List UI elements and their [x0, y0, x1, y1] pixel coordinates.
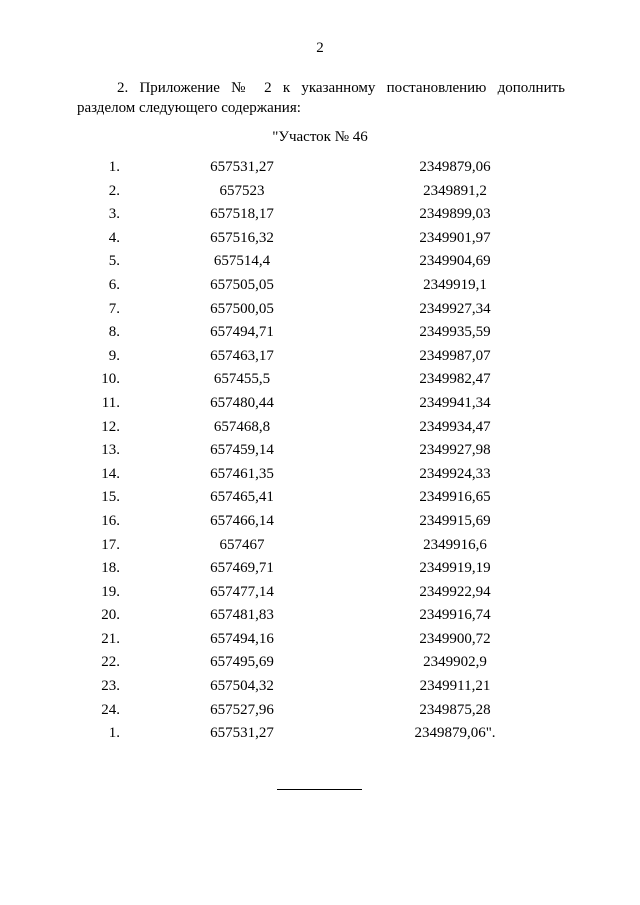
x-coordinate: 657495,69 — [210, 654, 274, 671]
y-coordinate: 2349891,2 — [423, 182, 487, 199]
coordinate-row — [0, 722, 640, 746]
x-coordinate: 657504,32 — [210, 678, 274, 695]
page-number: 2 — [316, 40, 324, 56]
y-coordinate: 2349919,19 — [419, 560, 491, 577]
coordinate-row — [0, 510, 640, 534]
coordinate-row — [0, 180, 640, 204]
coordinate-row — [0, 416, 640, 440]
y-coordinate: 2349879,06". — [414, 725, 496, 742]
point-number: 16. — [101, 512, 120, 529]
x-coordinate: 657466,14 — [210, 512, 274, 529]
x-coordinate: 657531,27 — [210, 159, 274, 175]
coordinate-row — [0, 345, 640, 369]
coordinate-row — [0, 675, 640, 699]
coordinate-row — [0, 321, 640, 345]
coordinate-row — [0, 581, 640, 605]
coordinate-row — [0, 699, 640, 723]
y-coordinate: 2349901,97 — [419, 229, 491, 246]
x-coordinate: 657514,4 — [213, 253, 271, 270]
point-number: 14. — [101, 465, 120, 482]
y-coordinate: 2349987,07 — [419, 347, 491, 364]
x-coordinate: 657494,71 — [210, 324, 274, 341]
point-number: 11. — [101, 394, 120, 411]
amendment-paragraph — [77, 78, 565, 118]
x-coordinate: 657481,83 — [210, 607, 274, 624]
coordinate-row — [0, 651, 640, 675]
point-number: 12. — [101, 418, 120, 435]
coordinate-row — [0, 156, 640, 180]
coordinates-list — [0, 156, 640, 746]
x-coordinate: 657459,14 — [210, 442, 274, 459]
y-coordinate: 2349879,06 — [419, 159, 491, 175]
x-coordinate: 657461,35 — [210, 465, 274, 482]
point-number: 23. — [101, 678, 120, 695]
point-number: 6. — [108, 276, 120, 293]
y-coordinate: 2349911,21 — [419, 678, 491, 695]
coordinate-row — [0, 557, 640, 581]
y-coordinate: 2349934,47 — [419, 418, 491, 435]
point-number: 8. — [108, 324, 120, 341]
coordinate-row — [0, 439, 640, 463]
y-coordinate: 2349919,1 — [423, 276, 487, 293]
x-coordinate: 657469,71 — [210, 560, 274, 577]
coordinate-row — [0, 368, 640, 392]
point-number: 15. — [101, 489, 120, 506]
y-coordinate: 2349922,94 — [419, 583, 491, 600]
y-coordinate: 2349924,33 — [419, 465, 491, 482]
point-number: 7. — [108, 300, 120, 317]
coordinate-row — [0, 274, 640, 298]
x-coordinate: 657463,17 — [210, 347, 274, 364]
y-coordinate: 2349899,03 — [419, 206, 491, 223]
point-number: 17. — [101, 536, 120, 553]
x-coordinate: 657523 — [219, 182, 265, 199]
coordinate-row — [0, 486, 640, 510]
x-coordinate: 657494,16 — [210, 630, 274, 647]
y-coordinate: 2349915,69 — [419, 512, 491, 529]
paragraph-line-2: разделом следующего содержания: — [77, 100, 301, 116]
coordinate-row — [0, 628, 640, 652]
point-number: 4. — [108, 229, 120, 246]
x-coordinate: 657468,8 — [213, 418, 271, 435]
x-coordinate: 657500,05 — [210, 300, 274, 317]
point-number: 5. — [108, 253, 120, 270]
point-number: 24. — [101, 701, 120, 718]
y-coordinate: 2349916,6 — [423, 536, 487, 553]
x-coordinate: 657465,41 — [210, 489, 274, 506]
point-number: 20. — [101, 607, 120, 624]
section-title: "Участок № 46 — [272, 129, 368, 145]
y-coordinate: 2349916,74 — [419, 607, 491, 624]
y-coordinate: 2349875,28 — [419, 701, 491, 718]
point-number: 10. — [101, 371, 120, 388]
y-coordinate: 2349900,72 — [419, 630, 491, 647]
y-coordinate: 2349902,9 — [423, 654, 487, 671]
coordinate-row — [0, 298, 640, 322]
coordinate-row — [0, 250, 640, 274]
x-coordinate: 657516,32 — [210, 229, 274, 246]
point-number: 1. — [108, 159, 120, 175]
x-coordinate: 657531,27 — [210, 725, 274, 742]
y-coordinate: 2349982,47 — [419, 371, 491, 388]
point-number: 1. — [108, 725, 120, 742]
y-coordinate: 2349941,34 — [419, 394, 491, 411]
x-coordinate: 657505,05 — [210, 276, 274, 293]
coordinate-row — [0, 463, 640, 487]
coordinate-row — [0, 392, 640, 416]
x-coordinate: 657455,5 — [213, 371, 271, 388]
point-number: 9. — [108, 347, 120, 364]
coordinate-row — [0, 534, 640, 558]
x-coordinate: 657467 — [219, 536, 265, 553]
point-number: 22. — [101, 654, 120, 671]
coordinate-row — [0, 227, 640, 251]
point-number: 3. — [108, 206, 120, 223]
x-coordinate: 657480,44 — [210, 394, 274, 411]
y-coordinate: 2349927,98 — [419, 442, 491, 459]
x-coordinate: 657518,17 — [210, 206, 274, 223]
x-coordinate: 657527,96 — [210, 701, 274, 718]
y-coordinate: 2349935,59 — [419, 324, 491, 341]
y-coordinate: 2349916,65 — [419, 489, 491, 506]
point-number: 2. — [108, 182, 120, 199]
point-number: 13. — [101, 442, 120, 459]
coordinate-row — [0, 604, 640, 628]
x-coordinate: 657477,14 — [210, 583, 274, 600]
y-coordinate: 2349904,69 — [419, 253, 491, 270]
coordinate-row — [0, 203, 640, 227]
point-number: 18. — [101, 560, 120, 577]
point-number: 19. — [101, 583, 120, 600]
paragraph-line-1: 2. Приложение № 2 к указанному постановлению дополнить — [117, 80, 565, 96]
closing-rule — [277, 789, 362, 790]
point-number: 21. — [101, 630, 120, 647]
y-coordinate: 2349927,34 — [419, 300, 491, 317]
